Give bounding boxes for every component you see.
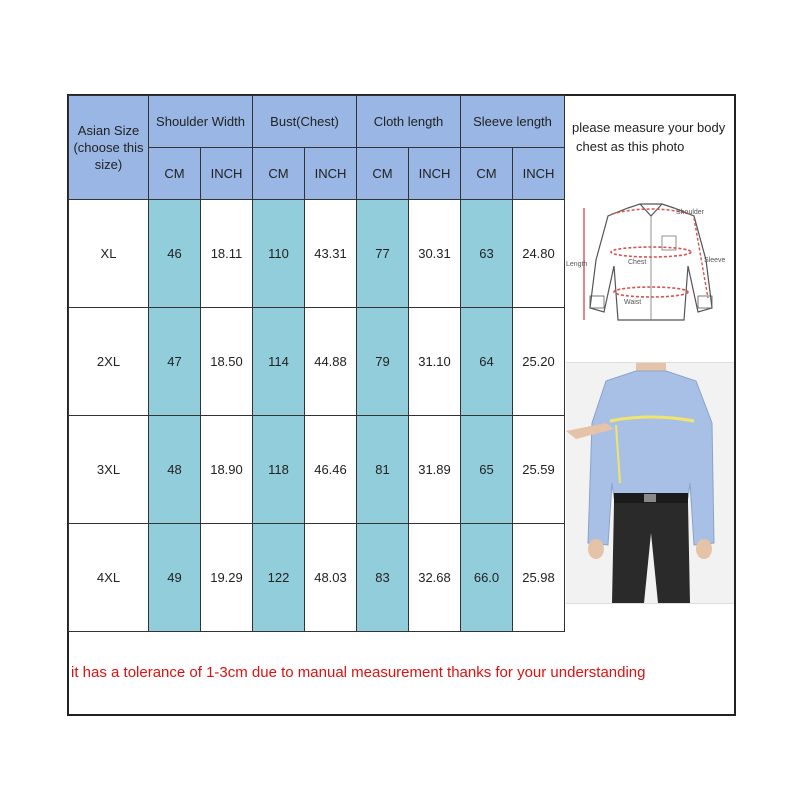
unit-inch-header: INCH: [513, 148, 565, 200]
unit-inch-header: INCH: [201, 148, 253, 200]
shoulder-inch-cell: 18.50: [201, 308, 253, 416]
sleeve-cm-cell: 65: [461, 416, 513, 524]
sleeve-cm-cell: 63: [461, 200, 513, 308]
length-cm-cell: 81: [357, 416, 409, 524]
length-inch-cell: 31.10: [409, 308, 461, 416]
sleeve-inch-cell: 25.20: [513, 308, 565, 416]
size-label: XL: [69, 200, 149, 308]
length-inch-cell: 31.89: [409, 416, 461, 524]
size-label: 2XL: [69, 308, 149, 416]
length-cm-cell: 79: [357, 308, 409, 416]
sleeve-label: Sleeve: [704, 257, 726, 264]
sleeve-cm-cell: 66.0: [461, 524, 513, 632]
length-inch-cell: 32.68: [409, 524, 461, 632]
size-label: 3XL: [69, 416, 149, 524]
unit-cm-header: CM: [253, 148, 305, 200]
shoulder-cm-cell: 49: [149, 524, 201, 632]
bust-cm-cell: 110: [253, 200, 305, 308]
unit-cm-header: CM: [149, 148, 201, 200]
length-inch-cell: 30.31: [409, 200, 461, 308]
size-label: 4XL: [69, 524, 149, 632]
sleeve-inch-cell: 24.80: [513, 200, 565, 308]
bust-inch-cell: 48.03: [305, 524, 357, 632]
shirt-measure-diagram: [566, 200, 736, 340]
bust-cm-cell: 114: [253, 308, 305, 416]
group-header-cloth-length: Cloth length: [357, 96, 461, 148]
bust-inch-cell: 43.31: [305, 200, 357, 308]
instructions-line-1: please measure your body: [572, 120, 726, 135]
shoulder-inch-cell: 18.90: [201, 416, 253, 524]
unit-cm-header: CM: [461, 148, 513, 200]
tolerance-note: it has a tolerance of 1-3cm due to manual measurement thanks for your understanding: [71, 664, 646, 681]
length-label: Length: [566, 261, 588, 268]
photo-illustration-svg: [566, 363, 734, 603]
belt-buckle: [644, 494, 656, 502]
unit-inch-header: INCH: [305, 148, 357, 200]
bust-inch-cell: 46.46: [305, 416, 357, 524]
sleeve-inch-cell: 25.98: [513, 524, 565, 632]
size-header-cell: [69, 96, 149, 200]
sleeve-cm-cell: 64: [461, 308, 513, 416]
table-row: [69, 200, 565, 308]
waist-label: Waist: [624, 299, 642, 306]
group-header-shoulder: Shoulder Width: [149, 96, 253, 148]
shoulder-cm-cell: 46: [149, 200, 201, 308]
size-header: Asian Size (choose this size): [73, 123, 144, 172]
shoulder-inch-cell: 19.29: [201, 524, 253, 632]
shoulder-label: Shoulder: [676, 209, 705, 216]
unit-inch-header: INCH: [409, 148, 461, 200]
group-header-sleeve-length: Sleeve length: [461, 96, 565, 148]
right-hand: [696, 539, 712, 559]
sleeve-inch-cell: 25.59: [513, 416, 565, 524]
group-header-bust: Bust(Chest): [253, 96, 357, 148]
size-table: [68, 95, 565, 632]
unit-cm-header: CM: [357, 148, 409, 200]
measure-instructions: [572, 118, 742, 156]
chest-label: Chest: [628, 259, 647, 266]
bust-cm-cell: 118: [253, 416, 305, 524]
bust-inch-cell: 44.88: [305, 308, 357, 416]
left-hand: [588, 539, 604, 559]
length-cm-cell: 83: [357, 524, 409, 632]
shoulder-inch-cell: 18.11: [201, 200, 253, 308]
table-row: [69, 524, 565, 632]
instructions-line-2: chest as this photo: [576, 139, 685, 154]
table-row: [69, 416, 565, 524]
shoulder-cm-cell: 48: [149, 416, 201, 524]
bust-cm-cell: 122: [253, 524, 305, 632]
length-cm-cell: 77: [357, 200, 409, 308]
shoulder-cm-cell: 47: [149, 308, 201, 416]
chest-measure-photo: [566, 362, 734, 604]
shirt-diagram-svg: [566, 200, 736, 340]
table-row: [69, 308, 565, 416]
